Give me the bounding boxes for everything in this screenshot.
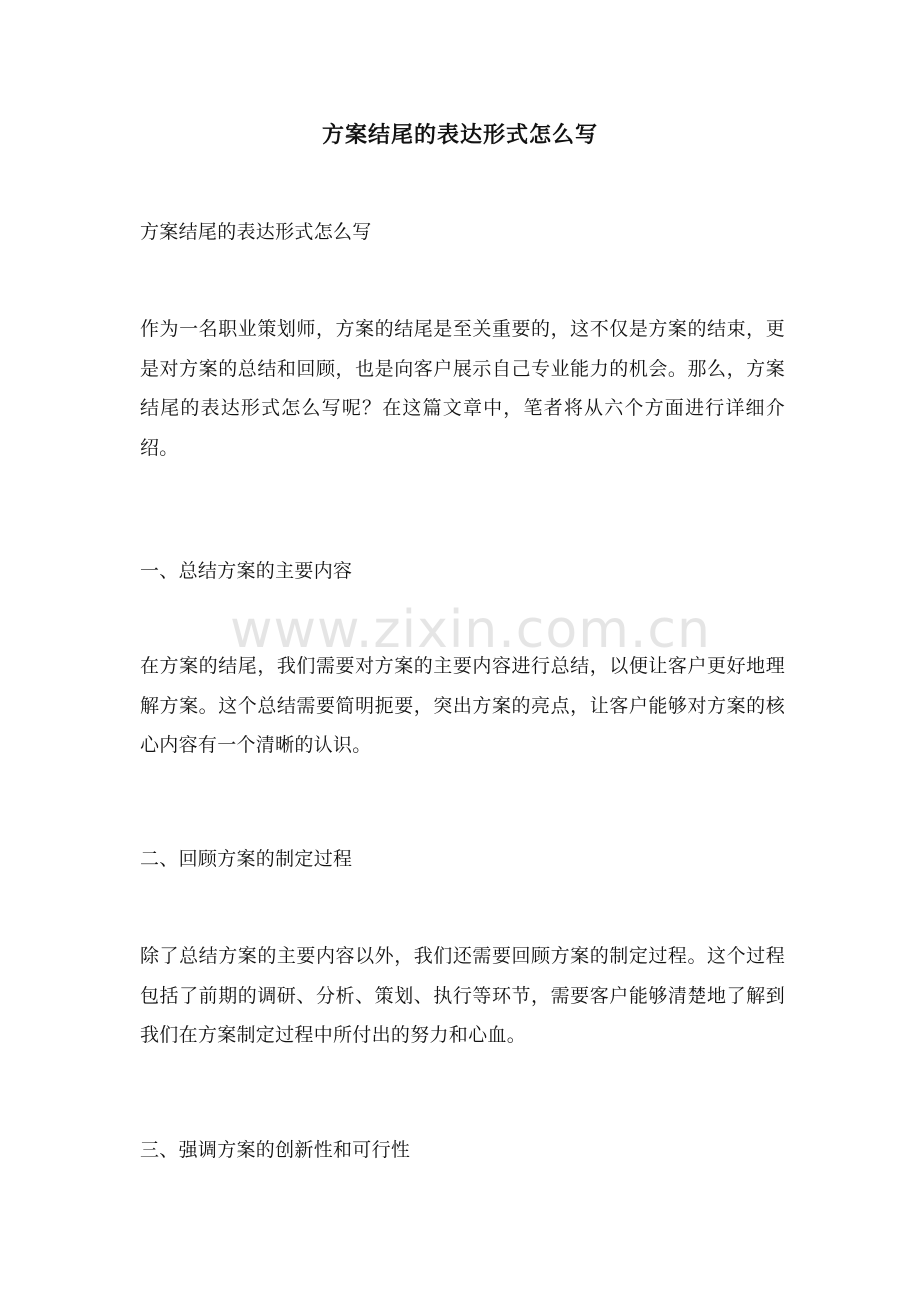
- section-2-heading: 二、回顾方案的制定过程: [140, 848, 353, 870]
- document-subtitle: 方案结尾的表达形式怎么写: [140, 221, 372, 243]
- intro-paragraph: 作为一名职业策划师，方案的结尾是至关重要的，这不仅是方案的结束，更是对方案的总结和回顾，也是向客户展示自己专业能力的机会。那么，方案结尾的表达形式怎么写呢？在这篇文章中，笔者将从六个方面进行详细介绍。: [140, 318, 785, 459]
- document-title: 方案结尾的表达形式怎么写: [321, 122, 598, 148]
- section-1-paragraph: 在方案的结尾，我们需要对方案的主要内容进行总结，以便让客户更好地理解方案。这个总结需要简明扼要，突出方案的亮点，让客户能够对方案的核心内容有一个清晰的认识。: [140, 655, 785, 756]
- section-1-heading: 一、总结方案的主要内容: [140, 560, 353, 582]
- section-2-paragraph: 除了总结方案的主要内容以外，我们还需要回顾方案的制定过程。这个过程包括了前期的调研、分析、策划、执行等环节，需要客户能够清楚地了解到我们在方案制定过程中所付出的努力和心血。: [140, 945, 785, 1046]
- watermark-text: www.zixin.com.cn: [230, 600, 711, 660]
- section-3-heading: 三、强调方案的创新性和可行性: [140, 1139, 411, 1161]
